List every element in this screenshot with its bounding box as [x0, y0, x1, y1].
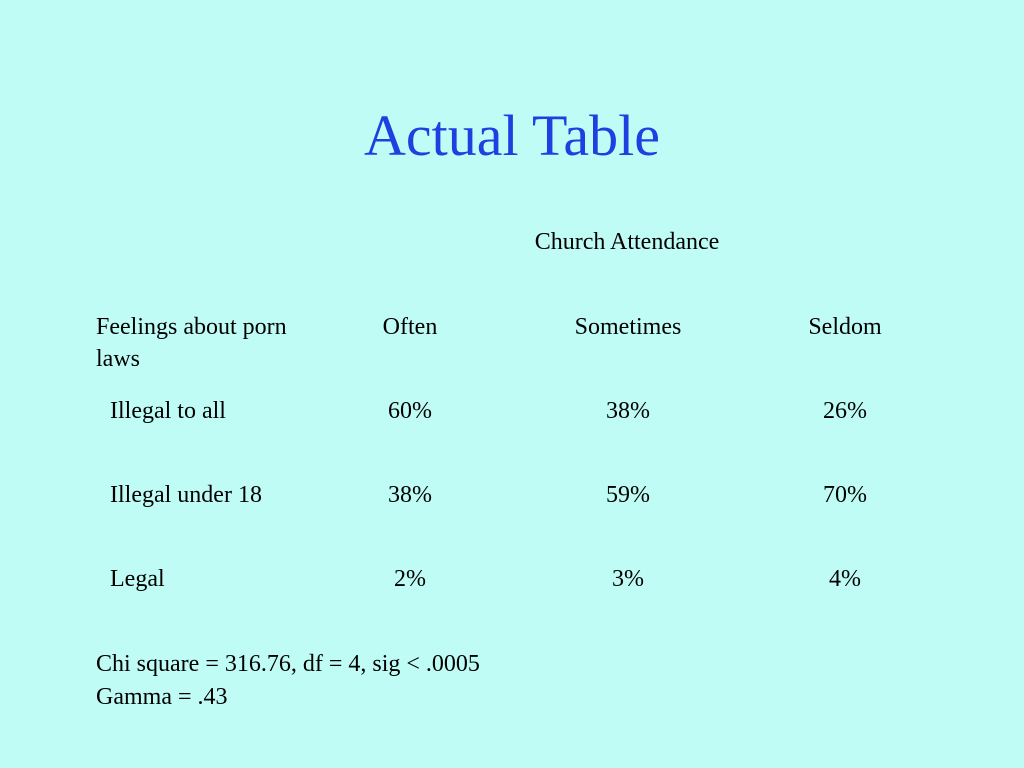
- table-cell: 70%: [823, 482, 867, 508]
- table-cell: 59%: [606, 482, 650, 508]
- row-label-legal: Legal: [110, 566, 165, 592]
- table-cell: 26%: [823, 398, 867, 424]
- table-cell: 60%: [388, 398, 432, 424]
- table-cell: 4%: [829, 566, 861, 592]
- column-group-header: Church Attendance: [534, 229, 720, 255]
- table-cell: 3%: [612, 566, 644, 592]
- table-cell: 2%: [394, 566, 426, 592]
- row-label-illegal-to-all: Illegal to all: [110, 398, 226, 424]
- gamma-line: Gamma = .43: [96, 684, 228, 710]
- table-cell: 38%: [606, 398, 650, 424]
- slide-title: Actual Table: [363, 103, 661, 168]
- chi-square-line: Chi square = 316.76, df = 4, sig < .0005: [96, 651, 480, 677]
- column-header-sometimes: Sometimes: [574, 314, 682, 340]
- row-label-illegal-under-18: Illegal under 18: [110, 482, 262, 508]
- column-header-seldom: Seldom: [808, 314, 882, 340]
- column-header-often: Often: [382, 314, 438, 340]
- row-variable-header: Feelings about porn laws: [96, 314, 287, 372]
- statistics-block: [96, 648, 480, 714]
- table-cell: 38%: [388, 482, 432, 508]
